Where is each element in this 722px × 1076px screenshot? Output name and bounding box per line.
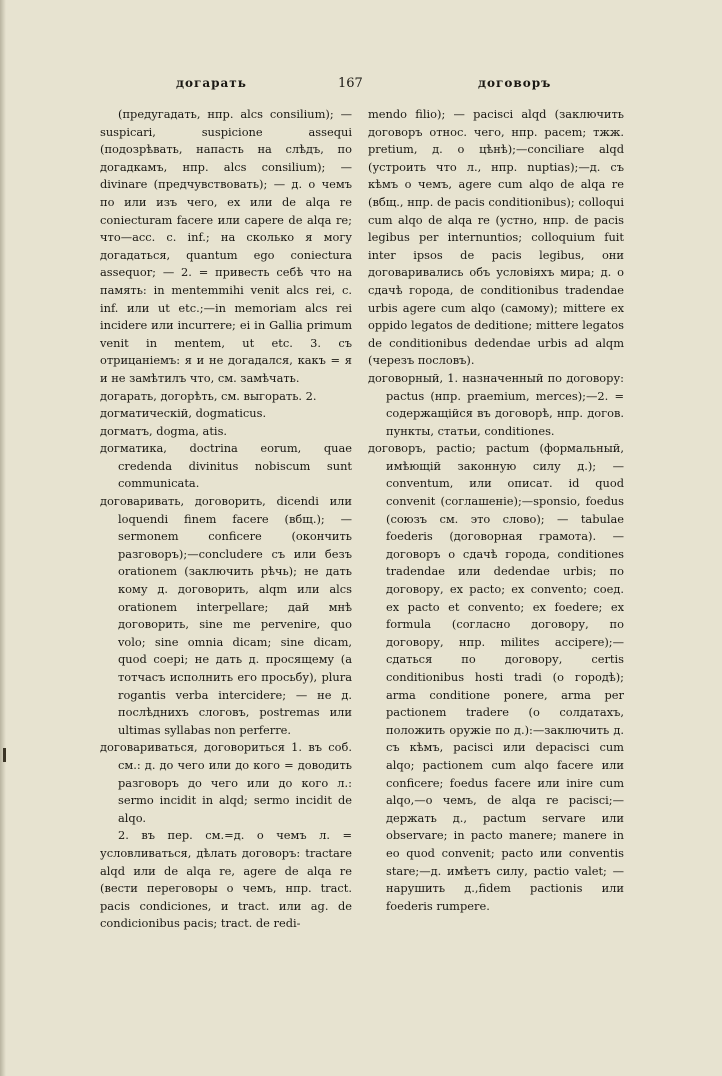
page-number: 167	[338, 76, 363, 91]
entry-continuation: mendo filio); — pacisci alqd (заключить договоръ относ. чего, нпр. pacem; тжж. pretium, д. о цѣнѣ);—conciliare alqd (устроить что л., нпр. nuptias);—д. съ кѣмъ о чемъ, agere cum alqo de alqa re (вбщ., нпр. de pacis conditionibus); colloqui cum alqo de alqa re (устно, нпр. de pacis legibus per internuntios; colloquium fuit inter ipsos de pacis legibus, они договаривались объ условіяхъ мира; д. о сдачѣ города, de conditionibus tradendae urbis agere cum alqo (самому); mittere ex oppido legatos de deditione; mittere legatos de conditionibus dedendae urbis ad alqm (черезъ пословъ).	[368, 107, 624, 368]
entry-dogmatika: догматика, doctrina eorum, quae credenda divinitus nobiscum sunt communicata.	[100, 441, 352, 491]
entry-continuation: (предугадать, нпр. alcs consilium); — suspicari, suspicione assequi (подозрѣвать, напасть на слѣдъ, по догадкамъ, нпр. alcs consilium); — divinare (предчувствовать); — д. о чемъ по или изъ чего, ex или de alqa re coniecturam facere или capere de alqa re; что—acc. c. inf.; на сколько я могу догадаться, quantum ego coniectura assequor; — 2. = привесть себѣ что на память: in mentemmihi venit alcs rei, c. inf. или ut etc.;—in memoriam alcs rei incidere или incurrere; ei in Gallia primum venit in mentem, ut etc. 3. съ отрицаніемъ: я и не догадался, какъ = я и не замѣтилъ что, см. замѣчать.	[100, 107, 352, 385]
page-edge-shadow	[0, 0, 6, 1076]
running-header	[0, 76, 722, 100]
right-column	[368, 106, 624, 915]
entry-dogovarivatsya-sense-2: 2. въ пер. см.=д. о чемъ л. = условливаться, дѣлать договоръ: tractare alqd или de alqa re, agere de alqa re (вести переговоры о чемъ, нпр. tract. pacis condiciones, и tract. или ag. de condicionibus pacis; tract. de redi-	[100, 828, 352, 931]
entry-dogovorny: договорный, 1. назначенный по договору: pactus (нпр. praemium, merces);—2. = содержащійся въ договорѣ, нпр. догов. пункты, статьи, conditiones.	[368, 370, 624, 438]
left-column	[100, 106, 352, 933]
entry-dogarat: догарать, догорѣть, см. выгорать. 2.	[100, 388, 317, 403]
header-left-guide-word: догарать	[176, 76, 247, 90]
entry-dogmaticheskiy: догматическій, dogmaticus.	[100, 406, 267, 421]
entry-dogovarivatsya: договариваться, договориться 1. въ соб. см.: д. до чего или до кого = доводить разговоръ до чего или до кого л.: sermo incidit in alqd; sermo incidit de alqo.	[100, 740, 352, 825]
header-right-guide-word: договоръ	[478, 76, 552, 90]
entry-dogmat: догматъ, dogma, atis.	[100, 423, 228, 438]
entry-dogovarivat: договаривать, договорить, dicendi или loquendi finem facere (вбщ.); —sermonem conficere (окончить разговоръ);—concludere съ или безъ orationem (заключить рѣчь); не дать кому д. договорить, alqm или alcs orationem interpellare; дай мнѣ договорить, sine me pervenire, quo volo; sine omnia dicam; sine dicam, quod coepi; не дать д. просящему (а тотчасъ исполнить его просьбу), plura rogantis verba intercidere; — не д. послѣднихъ слоговъ, postremas или ultimas syllabas non perferre.	[100, 494, 352, 737]
margin-mark	[3, 748, 6, 762]
entry-dogovor: договоръ, pactio; pactum (формальный, имѣющій законную силу д.); — conventum, или описат. id quod convenit (соглашеніе);—sponsio, foedus (союзъ см. это слово); — tabulae foederis (договорная грамота). — договоръ о сдачѣ города, conditiones tradendae или dedendae urbis; по договору, ex pacto; ex convento; соед. ex pacto et convento; ex foedere; ex formula (согласно договору, по договору, нпр. milites accipere);— сдаться по договору, certis conditionibus hosti tradi (о городѣ); arma conditione ponere, arma per pactionem tradere (о солдатахъ, положить оружіе по д.):—заключить д. съ кѣмъ, pacisci или depacisci cum alqo; pactionem cum alqo facere или conficere; foedus facere или inire cum alqo,—о чемъ, de alqa re pacisci;—держать д., pactum servare или observare; in pacto manere; manere in eo quod convenit; pacto или conventis stare;—д. имѣетъ силу, pactio valet; — нарушить д.,fidem pactionis или foederis rumpere.	[368, 441, 624, 913]
